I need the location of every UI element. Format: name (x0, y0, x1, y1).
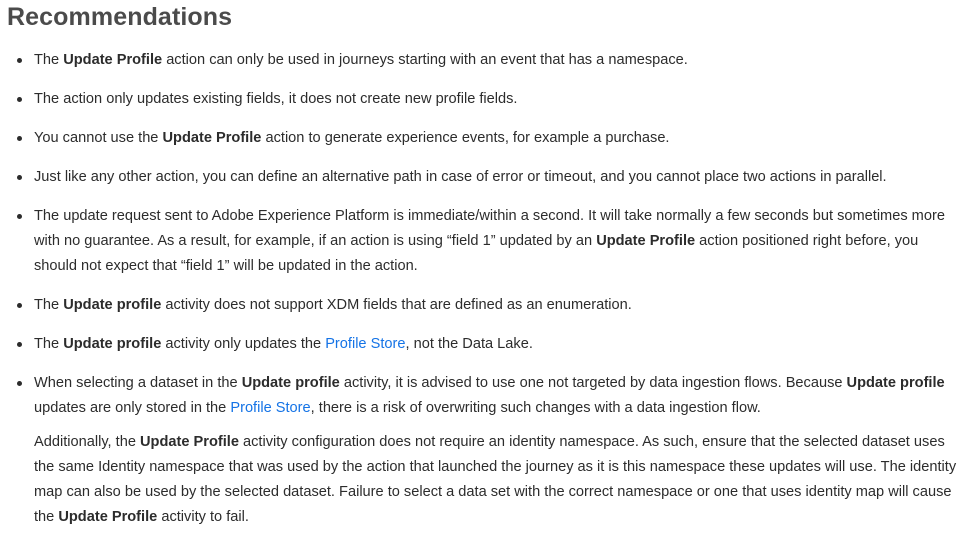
item-text: updates are only stored in the (34, 400, 231, 416)
item-bold-text: Update Profile (140, 434, 239, 450)
item-text: You cannot use the (34, 130, 163, 146)
item-text: When selecting a dataset in the (34, 375, 242, 391)
item-text: The (34, 297, 64, 313)
profile-store-link[interactable]: Profile Store (230, 400, 311, 416)
item-additional-paragraph (34, 430, 963, 530)
item-bold-text: Update profile (846, 375, 945, 391)
item-text: action can only be used in journeys starting with an event that has a namespace. (162, 52, 688, 68)
item-text: Just like any other action, you can define an alternative path in case of error or timeout, and you cannot place two actions in parallel. (34, 169, 887, 185)
item-text: , not the Data Lake. (405, 336, 533, 352)
list-item (7, 332, 967, 357)
item-text: action to generate experience events, for example a purchase. (261, 130, 670, 146)
item-bold-text: Update profile (241, 375, 340, 391)
list-item (7, 126, 967, 151)
item-text: activity to fail. (157, 509, 249, 525)
item-bold-text: Update Profile (58, 509, 158, 525)
profile-store-link[interactable]: Profile Store (325, 336, 406, 352)
recommendations-list (7, 48, 967, 530)
item-text: activity does not support XDM fields that are defined as an enumeration. (161, 297, 632, 313)
list-item (7, 87, 967, 112)
item-bold-text: Update profile (63, 336, 162, 352)
list-item (7, 371, 967, 530)
section-heading: Recommendations (7, 3, 233, 31)
item-bold-text: Update Profile (162, 130, 262, 146)
item-text: The (34, 52, 64, 68)
item-bold-text: Update Profile (63, 52, 163, 68)
item-text: Additionally, the (34, 434, 141, 450)
item-text: action positioned right before, you should not expect that “field 1” will be updated in the action. (34, 233, 919, 274)
item-text: activity configuration does not require an identity namespace. As such, ensure that the selected dataset uses the same Identity namespace that was used by the action that launched the journey as it is this namespace these updates will use. The identity map can also be used by the selected dataset. Failure to select a data set with the correct namespace or one that uses identity map will cause the (34, 434, 957, 525)
list-item (7, 204, 967, 279)
item-text: , there is a risk of overwriting such changes with a data ingestion flow. (310, 400, 761, 416)
list-item (7, 48, 967, 73)
list-item (7, 293, 967, 318)
item-text: The (34, 336, 64, 352)
item-text: The update request sent to Adobe Experience Platform is immediate/within a second. It will take normally a few seconds but sometimes more with no guarantee. As a result, for example, if an action is using “field 1” updated by an (34, 208, 945, 249)
item-text: The action only updates existing fields, it does not create new profile fields. (34, 91, 518, 107)
item-text: activity, it is advised to use one not targeted by data ingestion flows. Because (339, 375, 847, 391)
item-bold-text: Update profile (63, 297, 162, 313)
list-item (7, 165, 967, 190)
item-text: activity only updates the (161, 336, 326, 352)
item-bold-text: Update Profile (596, 233, 696, 249)
